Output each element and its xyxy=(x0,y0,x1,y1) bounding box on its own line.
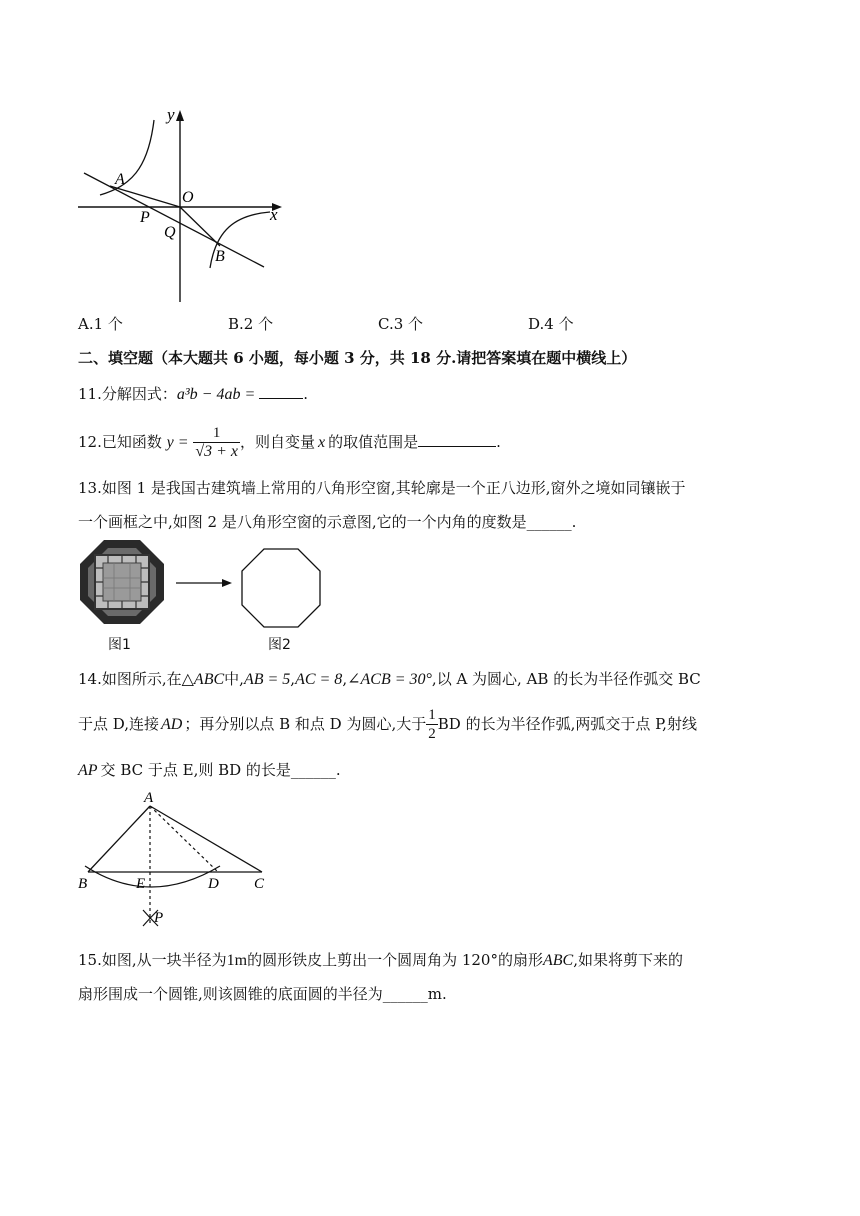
q12-variable-x: x xyxy=(318,434,326,451)
function-graph xyxy=(70,100,300,310)
q15-line1 xyxy=(78,949,683,972)
triangle-label-p: P xyxy=(154,910,164,926)
q14-text: ,以 A 为圆心, AB 的长为半径作弧交 BC xyxy=(431,670,701,688)
q14-comma: , xyxy=(342,670,348,688)
triangle-label-b: B xyxy=(78,876,88,892)
line-ab xyxy=(84,173,264,267)
graph-label-b: B xyxy=(215,248,225,265)
option-b: B.2 个 xyxy=(228,315,274,333)
q14-line1 xyxy=(78,668,701,691)
arc-bd xyxy=(85,866,220,887)
q12-text1: 12.已知函数 xyxy=(78,433,162,451)
section-heading: 二、填空题（本大题共 6 小题，每小题 3 分，共 18 分.请把答案填在题中横线上） xyxy=(78,349,637,367)
q14-text: 于点 D,连接 xyxy=(78,715,160,733)
q12-fraction-denominator: √3 + x xyxy=(195,443,239,460)
q14-fraction-half xyxy=(426,707,438,743)
question-12: 12.已知函数 y = $\frac{1}{√3 + x}$ ，则自变量 x 的取值范围是 . xyxy=(78,425,501,460)
triangle-label-d: D xyxy=(208,876,219,892)
octagon-window-figure xyxy=(78,538,166,626)
q14-text: 14.如图所示,在 xyxy=(78,670,182,688)
segment-ad xyxy=(150,806,218,872)
y-axis-arrow-icon xyxy=(176,110,184,121)
graph-label-a: A xyxy=(115,171,125,188)
q12-answer-blank[interactable] xyxy=(418,431,496,447)
option-d: D.4 个 xyxy=(528,315,574,333)
octagon-outline xyxy=(242,549,320,627)
q11-answer-blank[interactable] xyxy=(259,383,303,399)
segment-ab xyxy=(88,806,150,872)
regular-octagon-figure xyxy=(240,547,322,629)
q14-comma: , xyxy=(290,670,296,688)
figure-1-caption: 图1 xyxy=(108,637,131,653)
option-c: C.3 个 xyxy=(378,315,424,333)
q15-radius: 1m xyxy=(226,952,248,969)
q15-sector-abc: ABC xyxy=(542,952,574,969)
graph-label-x: x xyxy=(270,205,278,224)
graph-label-y: y xyxy=(167,105,175,124)
segment-ac xyxy=(150,806,262,872)
q15-line2: 扇形围成一个圆锥,则该圆锥的底面圆的半径为______m. xyxy=(78,985,447,1003)
transform-arrow-icon xyxy=(176,577,232,589)
q14-text: 中, xyxy=(224,670,244,688)
q14-line3 xyxy=(78,759,341,782)
q14-fraction-numerator: 1 xyxy=(428,707,436,723)
triangle-label-e: E xyxy=(136,876,146,892)
option-a: A.1 个 xyxy=(78,315,123,333)
q12-text3: 的取值范围是 xyxy=(328,433,419,451)
triangle-construction-figure xyxy=(70,788,280,938)
q12-fraction xyxy=(193,425,240,461)
q14-fraction-denominator: 2 xyxy=(428,726,436,742)
q14-ray-ap: AP xyxy=(78,762,98,779)
q15-text: 15.如图,从一块半径为 xyxy=(78,951,227,969)
q12-fraction-numerator: 1 xyxy=(212,425,221,441)
question-11: 11.分解因式：a³b − 4ab = . xyxy=(78,385,309,403)
q12-function-y: y = xyxy=(166,434,189,451)
q11-text: 11.分解因式： xyxy=(78,385,177,403)
q14-triangle-abc: △ABC xyxy=(181,671,225,688)
q14-line2 xyxy=(78,702,697,746)
graph-label-p: P xyxy=(140,209,150,226)
q14-segment-ad: AD xyxy=(161,716,183,733)
q13-line2: 一个画框之中,如图 2 是八角形空窗的示意图,它的一个内角的度数是______. xyxy=(78,513,577,531)
q12-text2: ，则自变量 xyxy=(240,433,316,451)
q14-text: 交 BC 于点 E,则 BD 的长是______. xyxy=(100,761,341,779)
q14-text: ；再分别以点 B 和点 D 为圆心,大于 xyxy=(184,715,427,733)
q14-ac-length: AC = 8 xyxy=(295,671,343,688)
graph-label-o: O xyxy=(182,189,194,206)
triangle-label-a: A xyxy=(144,790,154,806)
q14-ab-length: AB = 5 xyxy=(243,671,291,688)
line-ao xyxy=(110,186,180,207)
graph-label-q: Q xyxy=(164,224,176,241)
q11-expression: a³b − 4ab = xyxy=(176,386,256,403)
hyperbola-branch-left xyxy=(100,120,154,195)
q14-angle-acb: ∠ACB = 30° xyxy=(347,671,432,688)
triangle-label-c: C xyxy=(254,876,265,892)
window-scenery xyxy=(103,563,141,601)
q13-line1: 13.如图 1 是我国古建筑墙上常用的八角形空窗,其轮廓是一个正八边形,窗外之境如同镶嵌于 xyxy=(78,479,686,497)
q14-text: BD 的长为半径作弧,两弧交于点 P,射线 xyxy=(437,715,697,733)
figure-2-caption: 图2 xyxy=(268,637,291,653)
q15-text: 的圆形铁皮上剪出一个圆周角为 120°的扇形 xyxy=(247,951,543,969)
q15-text: ,如果将剪下来的 xyxy=(573,951,683,969)
